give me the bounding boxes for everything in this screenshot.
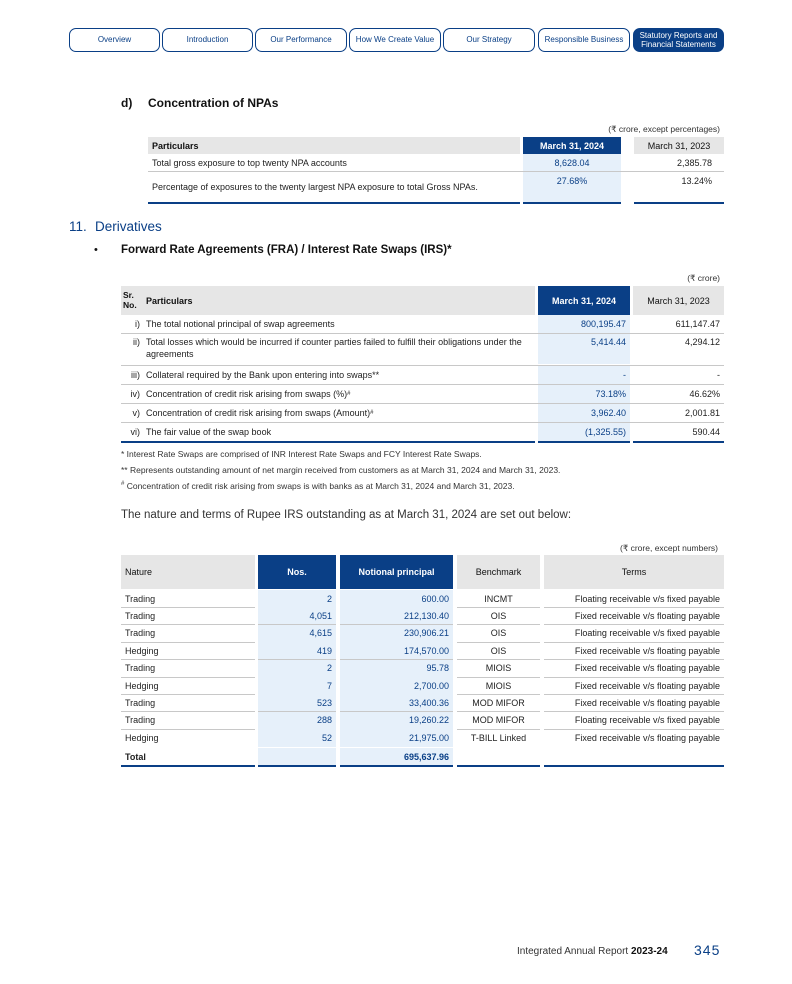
table-cell-terms: Fixed receivable v/s floating payable (574, 645, 720, 656)
header-sr-no: Sr. No. (121, 286, 142, 315)
table-cell-nos: 52 (258, 729, 336, 746)
table-cell-particulars: Total gross exposure to top twenty NPA accounts (152, 157, 347, 168)
table-cell-nos: 523 (258, 694, 336, 711)
table-cell-2024: 5,414.44 (538, 334, 630, 364)
irs-unit-note: (₹ crore, except numbers) (620, 543, 718, 553)
table-cell-benchmark: MIOIS (485, 680, 512, 691)
table-cell-particulars (142, 404, 535, 422)
table-cell-benchmark: T-BILL Linked (470, 732, 527, 743)
table-cell-2023: - (717, 370, 720, 380)
table-cell-benchmark: MIOIS (485, 663, 512, 674)
nav-tab-introduction[interactable]: Introduction (162, 28, 253, 52)
table-cell-sr: vi) (130, 427, 140, 437)
table-cell-particulars (142, 385, 535, 403)
header-notional: Notional principal (340, 555, 453, 589)
table-cell-2024: 27.68% (523, 172, 621, 202)
table-cell-nature: Trading (125, 628, 156, 639)
nav-tab-our-performance[interactable]: Our Performance (255, 28, 347, 52)
table-cell-benchmark: OIS (490, 611, 507, 622)
table-cell-2023: 4,294.12 (684, 337, 720, 347)
table-cell-nature: Trading (125, 698, 156, 709)
table-cell-notional: 95.78 (340, 660, 453, 677)
table-cell-particulars: Collateral required by the Bank upon entering into swaps** (146, 370, 380, 380)
table-cell-notional: 174,570.00 (340, 642, 453, 659)
table-cell-notional: 212,130.40 (340, 607, 453, 624)
table-cell-benchmark: OIS (490, 628, 507, 639)
table-cell-terms: Floating receivable v/s fixed payable (574, 715, 720, 726)
subsection-title: Forward Rate Agreements (FRA) / Interest Rate Swaps (IRS)* (121, 244, 452, 256)
table-cell-2023: 590.44 (692, 427, 720, 437)
table-cell-nos: 419 (258, 642, 336, 659)
table-cell-particulars: Percentage of exposures to the twenty largest NPA exposure to total Gross NPAs. (152, 181, 478, 192)
header-terms: Terms (544, 555, 724, 589)
table-cell-nature: Hedging (125, 645, 159, 656)
table-cell-nos: 4,051 (258, 607, 336, 624)
table-cell-notional: 21,975.00 (340, 729, 453, 746)
page-number: 345 (694, 942, 721, 958)
table-cell-benchmark: MOD MIFOR (472, 698, 525, 709)
section-number: 11. (69, 219, 87, 234)
footnote-mark: # (370, 410, 374, 416)
footnote-1: * Interest Rate Swaps are comprised of INR Interest Rate Swaps and FCY Interest Rate Swaps. (121, 449, 482, 459)
table-cell-nos: 288 (258, 712, 336, 729)
table-cell-terms: Fixed receivable v/s floating payable (574, 663, 720, 674)
table-cell-2024: - (538, 366, 630, 384)
table-cell-notional: 2,700.00 (340, 677, 453, 694)
bullet-icon: • (94, 244, 98, 256)
header-march-2024: March 31, 2024 (538, 286, 630, 315)
table-cell-2023: 611,147.47 (675, 319, 720, 329)
footnote-3 (121, 481, 515, 491)
header-nature: Nature (121, 555, 255, 589)
total-label: Total (125, 751, 146, 762)
footnote-2: ** Represents outstanding amount of net margin received from customers as at March 31, 2024 and March 31, 2023. (121, 465, 561, 475)
table-cell-particulars: The total notional principal of swap agreements (146, 319, 335, 329)
table-cell-nature: Trading (125, 663, 156, 674)
table-cell-nature: Trading (125, 611, 156, 622)
header-particulars: Particulars (142, 286, 535, 315)
table-cell-particulars: The fair value of the swap book (146, 427, 272, 437)
total-nos (258, 748, 336, 765)
section-heading: Derivatives (95, 219, 162, 234)
table-cell-2024: 73.18% (538, 385, 630, 403)
header-march-2023: March 31, 2023 (634, 137, 724, 154)
table-cell-2024: 8,628.04 (523, 154, 621, 171)
nav-tab-responsible-business[interactable]: Responsible Business (538, 28, 630, 52)
table-cell-notional: 19,260.22 (340, 712, 453, 729)
table-cell-2024: 3,962.40 (538, 404, 630, 422)
table-cell-nature: Trading (125, 715, 156, 726)
table-cell-sr: iv) (130, 389, 140, 399)
table-cell-nature: Trading (125, 593, 156, 604)
nav-tab-statutory-reports[interactable]: Statutory Reports and Financial Statements (633, 28, 724, 52)
table-cell-terms: Fixed receivable v/s floating payable (574, 680, 720, 691)
table-cell-terms: Fixed receivable v/s floating payable (574, 611, 720, 622)
table-cell-sr: i) (135, 319, 140, 329)
table-cell-terms: Floating receivable v/s fixed payable (574, 628, 720, 639)
table-cell-benchmark: OIS (490, 645, 507, 656)
table-cell-terms: Fixed receivable v/s floating payable (574, 698, 720, 709)
table-cell-nature: Hedging (125, 680, 159, 691)
table-cell-notional: 600.00 (340, 590, 453, 607)
table-cell-nos: 4,615 (258, 625, 336, 642)
table-cell-notional: 230,906.21 (340, 625, 453, 642)
header-march-2024: March 31, 2024 (523, 137, 621, 154)
particulars-text: Concentration of credit risk arising from swaps (Amount) (146, 408, 371, 418)
nav-tab-our-strategy[interactable]: Our Strategy (443, 28, 535, 52)
irs-intro: The nature and terms of Rupee IRS outstanding as at March 31, 2024 are set out below: (121, 509, 572, 521)
nav-tab-overview[interactable]: Overview (69, 28, 160, 52)
table-cell-2024: (1,325.55) (538, 423, 630, 441)
total-notional: 695,637.96 (340, 748, 453, 765)
header-march-2023: March 31, 2023 (633, 286, 724, 315)
footnote-mark: # (347, 391, 351, 397)
footer-report-title (517, 946, 668, 957)
footer-report-name: Integrated Annual Report (517, 946, 629, 957)
table-cell-benchmark: INCMT (484, 593, 513, 604)
table-cell-nos: 2 (258, 590, 336, 607)
table-cell-nos: 2 (258, 660, 336, 677)
table-cell-benchmark: MOD MIFOR (472, 715, 525, 726)
section-label: d) (121, 96, 133, 110)
header-benchmark: Benchmark (457, 555, 540, 589)
nav-tab-how-we-create-value[interactable]: How We Create Value (349, 28, 441, 52)
footnote-mark: # (121, 481, 125, 488)
npa-unit-note: (₹ crore, except percentages) (608, 124, 720, 134)
table-cell-sr: iii) (131, 370, 140, 380)
table-cell-notional: 33,400.36 (340, 694, 453, 711)
table-cell-2023: 2,001.81 (684, 408, 720, 418)
table-cell-terms: Fixed receivable v/s floating payable (574, 732, 720, 743)
table-cell-terms: Floating receivable v/s fixed payable (574, 593, 720, 604)
table-cell-2023: 13.24% (681, 176, 712, 186)
table-cell-particulars: Total losses which would be incurred if counter parties failed to fulfill their obligations under the agreements (146, 337, 522, 359)
table-cell-sr: v) (132, 408, 140, 418)
header-nos: Nos. (258, 555, 336, 589)
table-cell-2023: 2,385.78 (676, 157, 712, 168)
table-cell-sr: ii) (133, 337, 140, 347)
footer-report-year: 2023-24 (630, 946, 668, 957)
table-cell-2023: 46.62% (689, 389, 720, 399)
table-cell-2024: 800,195.47 (538, 315, 630, 333)
header-particulars: Particulars (148, 137, 520, 154)
derivatives-unit-note: (₹ crore) (687, 273, 720, 283)
section-title: Concentration of NPAs (148, 96, 279, 110)
table-cell-nos: 7 (258, 677, 336, 694)
particulars-text: Concentration of credit risk arising from swaps (%) (146, 389, 348, 399)
table-cell-nature: Hedging (125, 732, 159, 743)
footnote-text: Concentration of credit risk arising from swaps is with banks as at March 31, 2024 and March 31, 2023. (124, 481, 515, 491)
section-nav (69, 28, 724, 52)
